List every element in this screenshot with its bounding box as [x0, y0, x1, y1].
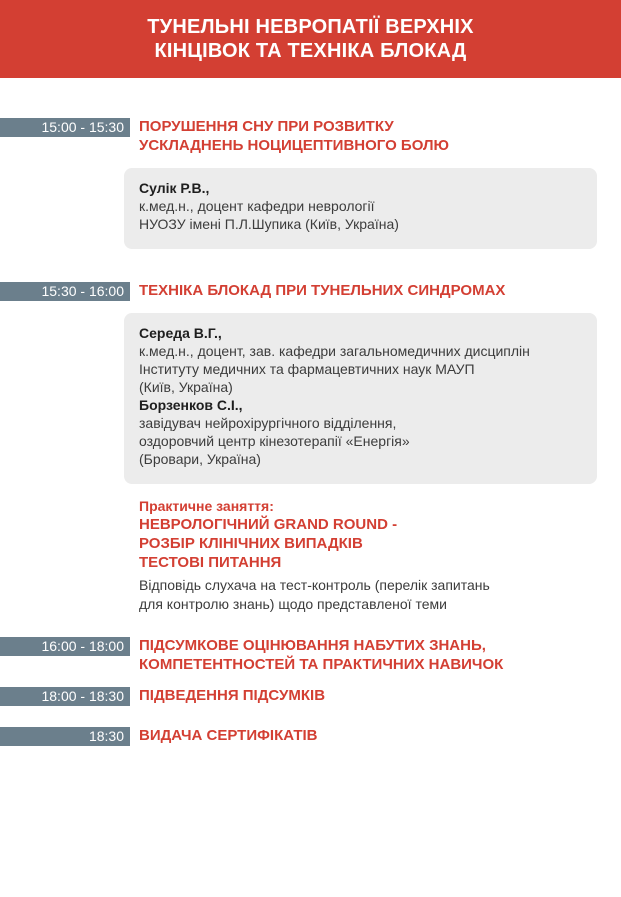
header-title-line-1: ТУНЕЛЬНІ НЕВРОПАТІЇ ВЕРХНІХ [147, 16, 474, 38]
time-badge-4: 18:00 - 18:30 [0, 687, 130, 706]
time-badge-2: 15:30 - 16:00 [0, 282, 130, 301]
session-title-3 [139, 636, 609, 674]
speaker-detail: (Бровари, Україна) [139, 451, 261, 467]
header-title-line-2: КІНЦІВОК ТА ТЕХНІКА БЛОКАД [154, 40, 467, 62]
practice-description [139, 576, 609, 614]
practice-desc-line: Відповідь слухача на тест-контроль (перелік запитань [139, 577, 490, 593]
speaker-detail: завідувач нейрохірургічного відділення, [139, 415, 397, 431]
practice-title-line: НЕВРОЛОГІЧНИЙ GRAND ROUND - [139, 516, 398, 533]
speaker-detail: (Київ, Україна) [139, 379, 233, 395]
session-title-5 [139, 726, 609, 745]
time-badge-5: 18:30 [0, 727, 130, 746]
speaker-name: Сулік Р.В., [139, 180, 210, 196]
session-title-line: УСКЛАДНЕНЬ НОЦИЦЕПТИВНОГО БОЛЮ [139, 137, 450, 154]
speaker-card-1 [124, 168, 597, 249]
session-title-line: ВИДАЧА СЕРТИФІКАТІВ [139, 727, 318, 744]
practice-block [139, 497, 609, 614]
speaker-detail: к.мед.н., доцент, зав. кафедри загальномедичних дисциплін [139, 343, 530, 359]
time-badge-1: 15:00 - 15:30 [0, 118, 130, 137]
session-title-1 [139, 117, 609, 155]
practice-title-line: РОЗБІР КЛІНІЧНИХ ВИПАДКІВ [139, 535, 363, 552]
time-badge-3: 16:00 - 18:00 [0, 637, 130, 656]
session-title-2 [139, 281, 609, 300]
speaker-card-2 [124, 313, 597, 484]
session-title-line: КОМПЕТЕНТНОСТЕЙ ТА ПРАКТИЧНИХ НАВИЧОК [139, 656, 504, 673]
speaker-detail: оздоровчий центр кінезотерапії «Енергія» [139, 433, 410, 449]
session-title-line: ТЕХНІКА БЛОКАД ПРИ ТУНЕЛЬНИХ СИНДРОМАХ [139, 282, 506, 299]
practice-desc-line: для контролю знань) щодо представленої теми [139, 596, 447, 612]
session-title-line: ПІДСУМКОВЕ ОЦІНЮВАННЯ НАБУТИХ ЗНАНЬ, [139, 637, 486, 654]
speaker-name: Борзенков С.І., [139, 397, 243, 413]
session-title-line: ПОРУШЕННЯ СНУ ПРИ РОЗВИТКУ [139, 118, 394, 135]
speaker-detail: НУОЗУ імені П.Л.Шупика (Київ, Україна) [139, 216, 399, 232]
page-header [0, 0, 621, 78]
speaker-detail: Інституту медичних та фармацевтичних наук МАУП [139, 361, 475, 377]
practice-title-line: ТЕСТОВІ ПИТАННЯ [139, 554, 282, 571]
session-title-line: ПІДВЕДЕННЯ ПІДСУМКІВ [139, 687, 326, 704]
session-title-4 [139, 686, 609, 705]
practice-label: Практичне заняття: [139, 498, 274, 514]
speaker-detail: к.мед.н., доцент кафедри неврології [139, 198, 375, 214]
speaker-name: Середа В.Г., [139, 325, 222, 341]
